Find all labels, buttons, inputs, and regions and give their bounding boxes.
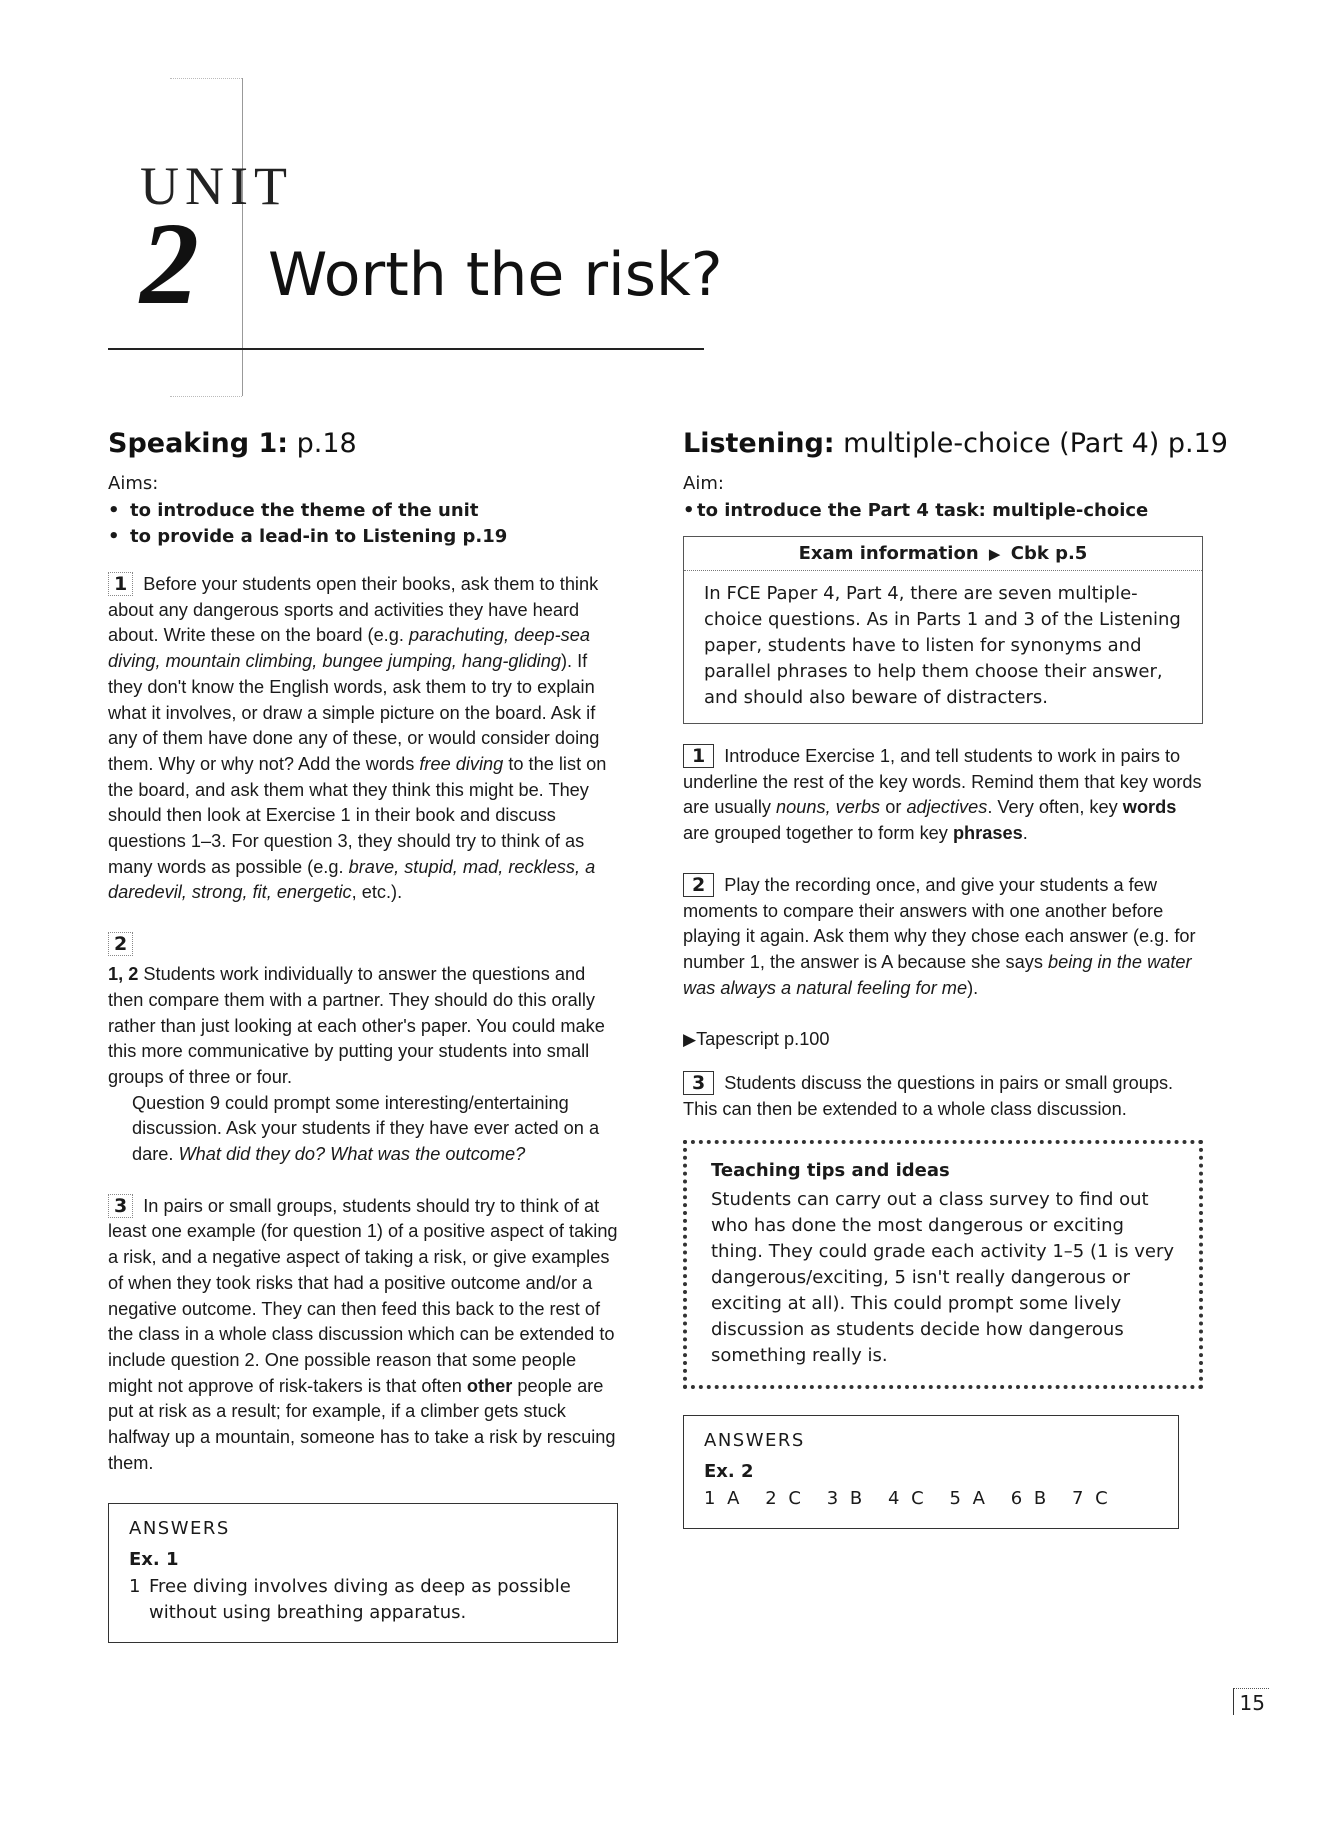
text: ). <box>967 977 979 998</box>
bold-text: words <box>1122 797 1177 818</box>
answer-item <box>129 1574 597 1626</box>
exercise-number: 1 <box>108 572 133 596</box>
teaching-tips-box <box>683 1140 1203 1389</box>
answer-item: 5 A <box>949 1488 988 1510</box>
exercise-number: 2 <box>683 873 714 897</box>
text: , etc.). <box>351 882 403 903</box>
answer-text: Free diving involves diving as deep as possible without using breathing apparatus. <box>149 1575 571 1623</box>
italic-text: nouns, verbs <box>776 797 881 818</box>
list-item: • to introduce the Part 4 task: multiple-choice <box>683 500 1149 521</box>
speaking-heading-ref: p.18 <box>288 428 357 459</box>
text: . Very often, key <box>987 797 1123 818</box>
listening-heading-bold: Listening: <box>683 428 835 459</box>
tapescript-text: Tapescript p.100 <box>696 1029 830 1050</box>
answers-title: ANSWERS <box>129 1517 230 1539</box>
speaking-ex2 <box>108 932 618 1168</box>
answers-box-left <box>108 1503 618 1643</box>
arrow-right-icon: ▶ <box>683 1030 697 1050</box>
text: or <box>880 797 907 818</box>
unit-number: 2 <box>140 198 199 329</box>
answer-item: 1 A <box>704 1488 743 1510</box>
exercise-number: 1 <box>683 744 714 768</box>
exam-information-text: In FCE Paper 4, Part 4, there are seven multiple-choice questions. As in Parts 1 and 3 of the Listening paper, students have to listen for synonyms and parallel phrases to help them choose their answer, and should also beware of distracters. <box>704 583 1181 708</box>
listening-ex2 <box>683 873 1203 1002</box>
text: people are put at risk as a result; for example, if a climber gets stuck halfway up a mountain, someone has to take a risk by rescuing them. <box>108 1375 616 1473</box>
list-item: • to provide a lead-in to Listening p.19 <box>108 526 508 547</box>
page-number: 15 <box>1233 1688 1269 1715</box>
text: . <box>1022 823 1028 844</box>
left-column <box>108 428 618 1643</box>
text: to the list on the board, and ask them what they think this might be. They should then look at Exercise 1 in their book and discuss questions 1–3. For question 3, they should try to think of as many words as possible (e.g. <box>108 753 607 877</box>
answer-item: 3 B <box>826 1488 866 1510</box>
text: ). If they don't know the English words, ask them to try to explain what it involves, or draw a simple picture on the board. Ask if any of them have done any of these, or would consider doing them. Why or why not? Add the words <box>108 651 600 774</box>
unit-title: Worth the risk? <box>268 240 723 310</box>
speaking-heading <box>108 428 618 459</box>
italic-text: adjectives <box>906 797 988 818</box>
answer-item: 2 C <box>765 1488 804 1510</box>
aims-list <box>108 498 618 550</box>
answers-exercise: Ex. 2 <box>704 1461 754 1483</box>
question-ref: 1, 2 <box>108 964 139 985</box>
bold-text: other <box>466 1375 513 1396</box>
answer-number: 1 <box>129 1575 141 1597</box>
text: are grouped together to form key <box>683 823 953 844</box>
italic-text: being in the water was always a natural feeling for me <box>683 951 1192 998</box>
header-rule-top <box>170 78 242 79</box>
arrow-right-icon: ▶ <box>988 545 1001 563</box>
title-underline <box>108 348 704 350</box>
answer-item: 7 C <box>1071 1488 1111 1510</box>
answers-box-right <box>683 1415 1179 1529</box>
aims-label: Aims: <box>108 473 159 494</box>
text: In pairs or small groups, students should try to think of at least one example (for question 1) of a positive aspect of taking a risk, and a negative aspect of taking a risk, or give examples of when they took risks that had a positive outcome and/or a negative outcome. They can then feed this back to the rest of the class in a whole class discussion which can be extended to include question 2. One possible reason that some people might not approve of risk-takers is that often <box>108 1195 618 1396</box>
answer-list <box>704 1486 1158 1512</box>
text: Students discuss the questions in pairs or small groups. This can then be extended to a whole class discussion. <box>683 1073 1174 1119</box>
exercise-number: 3 <box>108 1194 133 1218</box>
speaking-ex1 <box>108 572 618 906</box>
text: Play the recording once, and give your students a few moments to compare their answers with one another before playing it again. Ask them why they chose each answer (e.g. for number 1, the answer is A because she says <box>683 874 1196 972</box>
bold-text: phrases <box>952 823 1023 844</box>
italic-text: What did they do? What was the outcome? <box>178 1144 526 1165</box>
speaking-ex3 <box>108 1194 618 1477</box>
list-item: • to introduce the theme of the unit <box>108 500 479 521</box>
aim-text: to provide a lead-in to Listening p.19 <box>130 526 508 547</box>
header-rule-bottom <box>170 396 242 397</box>
listening-heading-ref: multiple-choice (Part 4) p.19 <box>834 428 1228 459</box>
listening-ex1 <box>683 744 1203 847</box>
aim-text: to introduce the Part 4 task: multiple-choice <box>697 500 1149 521</box>
exam-information-box <box>683 536 1203 724</box>
exam-title: Exam information <box>798 543 979 564</box>
answers-title: ANSWERS <box>704 1430 805 1452</box>
listening-ex3 <box>683 1071 1203 1122</box>
aim-text: to introduce the theme of the unit <box>130 500 479 521</box>
exercise-number: 3 <box>683 1071 714 1095</box>
text: Before your students open their books, ask them to think about any dangerous sports and activities they have heard about. Write these on the board (e.g. <box>108 574 599 646</box>
italic-text: brave, stupid, mad, reckless, a daredevil, strong, fit, energetic <box>108 856 596 903</box>
italic-text: free diving <box>419 753 504 774</box>
exam-information-heading <box>684 537 1202 571</box>
answers-exercise: Ex. 1 <box>129 1548 179 1570</box>
unit-label: UNIT <box>140 156 293 216</box>
exam-reference: Cbk p.5 <box>1010 543 1088 564</box>
italic-text: parachuting, deep-sea diving, mountain climbing, bungee jumping, hang-gliding <box>108 625 590 672</box>
ex2-text <box>108 962 618 1091</box>
tips-text: Students can carry out a class survey to find out who has done the most dangerous or exciting thing. They could grade each activity 1–5 (1 is very dangerous/exciting, 5 isn't really dangerous or exciting at all). This could prompt some lively discussion as students decide how dangerous something really is. <box>711 1189 1175 1367</box>
answer-item: 6 B <box>1010 1488 1050 1510</box>
listening-heading <box>683 428 1228 459</box>
speaking-heading-bold: Speaking 1: <box>108 428 289 459</box>
answer-item: 4 C <box>887 1488 927 1510</box>
tips-title: Teaching tips and ideas <box>711 1160 950 1182</box>
text: Question 9 could prompt some interesting/entertaining discussion. Ask your students if they have ever acted on a dare. <box>132 1092 600 1165</box>
aim-label: Aim: <box>683 473 724 494</box>
ex2-text-2 <box>108 1091 618 1168</box>
tapescript-reference <box>683 1027 1203 1053</box>
right-column <box>683 428 1228 1529</box>
text: Students work individually to answer the questions and then compare them with a partner. They should do this orally rather than just looking at each other's paper. You could make this more communicative by putting your students into small groups of three or four. <box>108 964 605 1087</box>
aim-list <box>683 498 1203 524</box>
text: Introduce Exercise 1, and tell students to work in pairs to underline the rest of the key words. Remind them that key words are usually <box>683 746 1202 818</box>
exercise-number: 2 <box>108 932 133 956</box>
